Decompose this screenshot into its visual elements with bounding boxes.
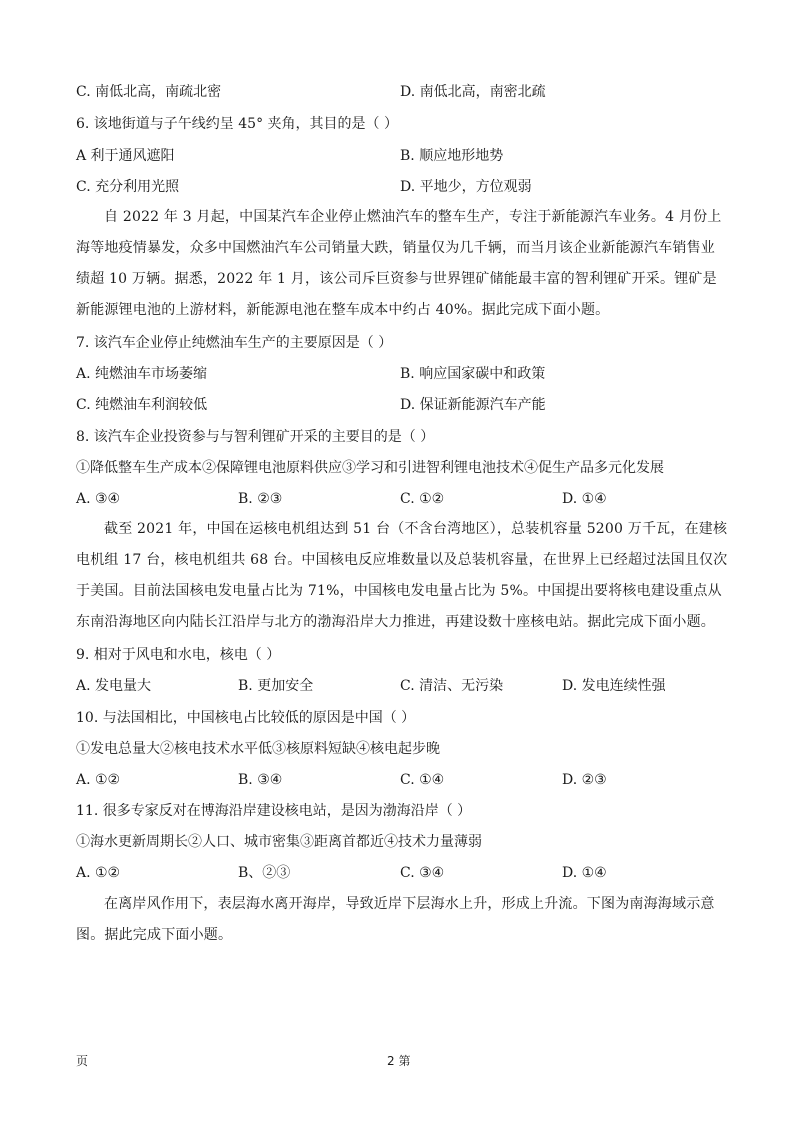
q9-option-d: D. 发电连续性强 [562,678,666,694]
q11-option-d: D. ①④ [562,865,607,881]
q7-option-c: C. 纯燃油车利润较低 [76,397,208,413]
q9-option-c: C. 清洁、无污染 [400,678,504,694]
q6-option-b: B. 顺应地形地势 [400,148,504,164]
passage-upwelling: 在离岸风作用下，表层海水离开海岸，导致近岸下层海水上升，形成上升流。下图为南海海域示意图。据此完成下面小题。 [76,896,715,943]
q11-option-b: B、②③ [238,865,291,881]
q10-option-d: D. ②③ [562,772,607,788]
q5-option-d: D. 南低北高，南密北疏 [400,84,546,100]
q10-option-a: A. ①② [76,772,121,788]
q8-option-b: B. ②③ [238,491,283,507]
q10-items: ①发电总量大②核电技术水平低③核原料短缺④核电起步晚 [76,741,440,757]
q6-option-a: A 利于通风遮阳 [76,148,175,164]
q10-option-b: B. ③④ [238,772,283,788]
q6-option-c: C. 充分利用光照 [76,179,180,195]
q9-option-a: A. 发电量大 [76,678,152,694]
q7-stem: 7. 该汽车企业停止纯燃油车生产的主要原因是（ ） [76,335,393,351]
q10-stem: 10. 与法国相比，中国核电占比较低的原因是中国（ ） [76,710,416,726]
footer-page-left: 页 [76,1054,89,1068]
q10-option-c: C. ①④ [400,772,445,788]
q5-option-c: C. 南低北高，南疏北密 [76,84,222,100]
q11-items: ①海水更新周期长②人口、城市密集③距离首都近④技术力量薄弱 [76,834,482,850]
q8-option-a: A. ③④ [76,491,121,507]
q6-option-d: D. 平地少，方位观弱 [400,179,532,195]
q8-option-d: D. ①④ [562,491,607,507]
footer-page-number: 2 第 [387,1054,411,1068]
passage-ev-company: 自 2022 年 3 月起，中国某汽车企业停止燃油汽车的整车生产，专注于新能源汽车业务。4 月份上海等地疫情暴发，众多中国燃油汽车公司销量大跌，销量仅为几千辆，而当月该企业新能源汽车销售业绩超 10 万辆。据悉，2022 年 1 月，该公司斥巨资参与世界锂矿储能最丰富的智利锂矿开采。锂矿是新能源锂电池的上游材料，新能源电池在整车成本中约占 40%。据此完成下面小题。 [76,209,722,318]
q11-option-a: A. ①② [76,865,121,881]
q8-option-c: C. ①② [400,491,445,507]
passage-nuclear-power: 截至 2021 年，中国在运核电机组达到 51 台（不含台湾地区），总装机容量 5200 万千瓦，在建核电机组 17 台，核电机组共 68 台。中国核电反应堆数量以及总装机容量，在世界上已经超过法国且仅次于美国。目前法国核电发电量占比为 71%，中国核电发电量占比为 5%。中国提出要将核电建设重点从东南沿海地区向内陆长江沿岸与北方的渤海沿岸大力推进，再建设数十座核电站。据此完成下面小题。 [76,521,728,630]
q8-items: ①降低整车生产成本②保障锂电池原料供应③学习和引进智利锂电池技术④促生产品多元化发展 [76,460,664,476]
q7-option-d: D. 保证新能源汽车产能 [400,397,546,413]
q11-option-c: C. ③④ [400,865,445,881]
q8-stem: 8. 该汽车企业投资参与与智利锂矿开采的主要目的是（ ） [76,429,435,445]
q7-option-b: B. 响应国家碳中和政策 [400,366,546,382]
q9-stem: 9. 相对于风电和水电，核电（ ） [76,647,281,663]
q11-stem: 11. 很多专家反对在博海沿岸建设核电站，是因为渤海沿岸（ ） [76,803,472,819]
q6-stem: 6. 该地街道与子午线约呈 45° 夹角，其目的是（ ） [76,116,398,132]
q7-option-a: A. 纯燃油车市场萎缩 [76,366,208,382]
q9-option-b: B. 更加安全 [238,678,314,694]
